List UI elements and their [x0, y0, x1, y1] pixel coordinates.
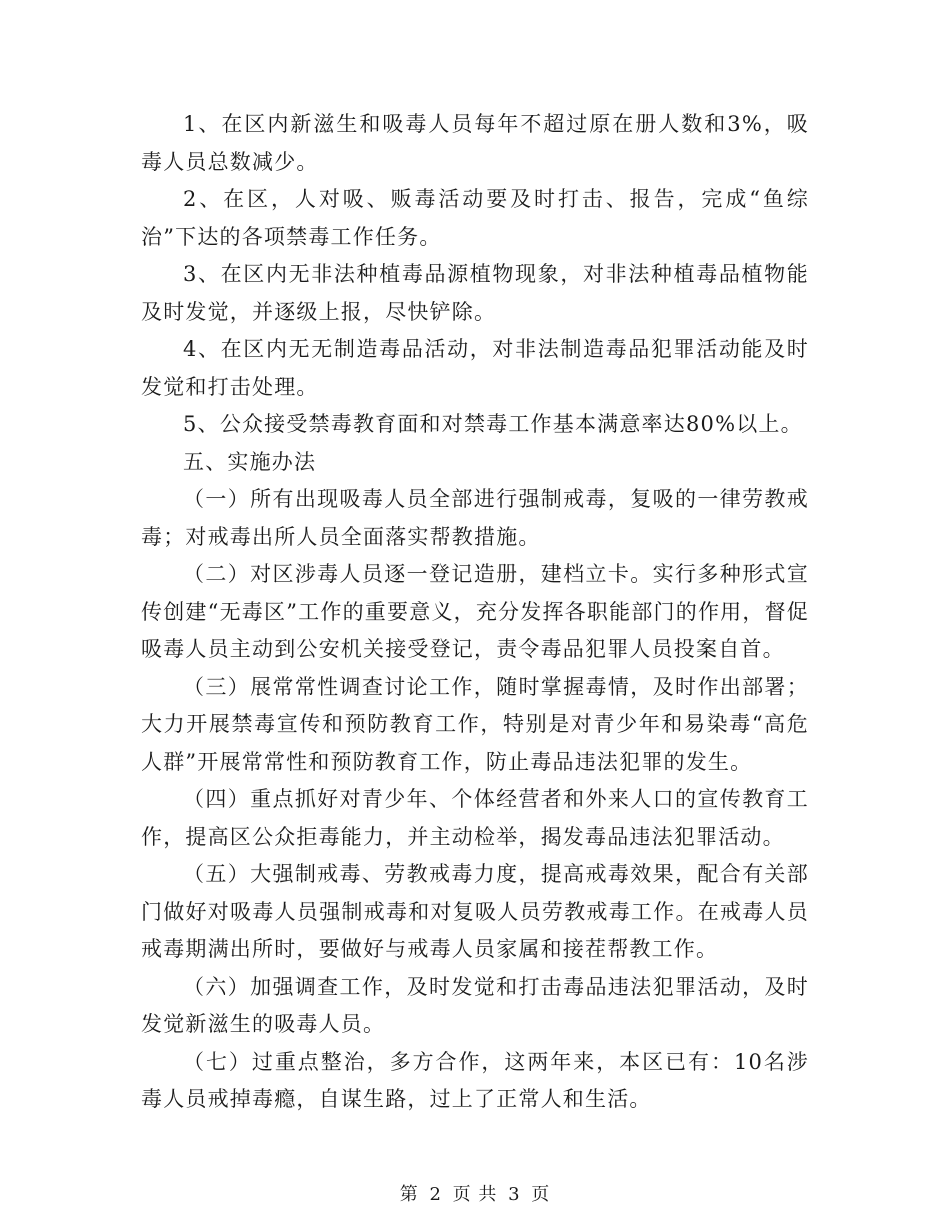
footer-middle: 页 共: [452, 1184, 498, 1205]
paragraph-measure-5: （五）大强制戒毒、劳教戒毒力度，提高戒毒效果，配合有关部门做好对吸毒人员强制戒毒和对复吸人员劳教戒毒工作。在戒毒人员戒毒期满出所时，要做好与戒毒人员家属和接茬帮教工作。: [141, 862, 809, 961]
footer-suffix: 页: [531, 1184, 551, 1205]
paragraph-measure-2: （二）对区涉毒人员逐一登记造册，建档立卡。实行多种形式宣传创建“无毒区”工作的重要意义，充分发挥各职能部门的作用，督促吸毒人员主动到公安机关接受登记，责令毒品犯罪人员投案自首。: [141, 562, 809, 661]
paragraph-measure-6: （六）加强调查工作，及时发觉和打击毒品违法犯罪活动，及时发觉新滋生的吸毒人员。: [141, 974, 809, 1036]
document-body: [141, 106, 809, 1119]
paragraph-measure-1: （一）所有出现吸毒人员全部进行强制戒毒，复吸的一律劳教戒毒；对戒毒出所人员全面落实帮教措施。: [141, 487, 809, 549]
paragraph-measure-4: （四）重点抓好对青少年、个体经营者和外来人口的宣传教育工作，提高区公众拒毒能力，并主动检举，揭发毒品违法犯罪活动。: [141, 787, 809, 849]
paragraph-goal-5: 5、公众接受禁毒教育面和对禁毒工作基本满意率达80%以上。: [183, 412, 803, 436]
footer-prefix: 第: [399, 1184, 419, 1205]
paragraph-goal-4: 4、在区内无无制造毒品活动，对非法制造毒品犯罪活动能及时发觉和打击处理。: [141, 337, 809, 399]
paragraph-measure-7: （七）过重点整治，多方合作，这两年来，本区已有：10名涉毒人员戒掉毒瘾，自谋生路，过上了正常人和生活。: [141, 1049, 809, 1111]
footer-page-number: 2: [429, 1184, 442, 1205]
paragraph-measure-3: （三）展常常性调查讨论工作，随时掌握毒情，及时作出部署；大力开展禁毒宣传和预防教育工作，特别是对青少年和易染毒“高危人群”开展常常性和预防教育工作，防止毒品违法犯罪的发生。: [141, 674, 809, 774]
paragraph-goal-1: 1、在区内新滋生和吸毒人员每年不超过原在册人数和3%，吸毒人员总数减少。: [141, 112, 809, 174]
paragraph-goal-3: 3、在区内无非法种植毒品源植物现象，对非法种植毒品植物能及时发觉，并逐级上报，尽快铲除。: [141, 262, 809, 324]
section-heading-implementation: 五、实施办法: [183, 449, 317, 474]
paragraph-goal-2: 2、在区，人对吸、贩毒活动要及时打击、报告，完成“鱼综治”下达的各项禁毒工作任务。: [141, 187, 809, 249]
footer-total-pages: 3: [508, 1184, 521, 1205]
page-footer: [0, 1180, 950, 1206]
